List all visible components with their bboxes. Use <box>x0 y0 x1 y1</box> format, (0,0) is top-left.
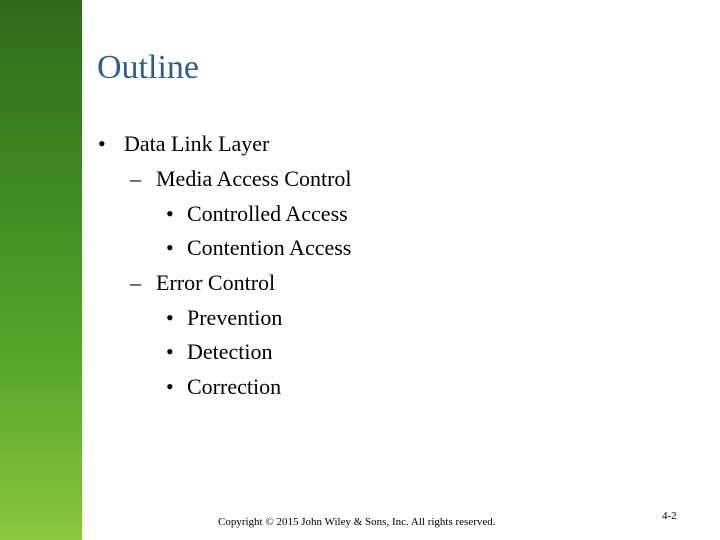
page-number: 4-2 <box>662 510 677 522</box>
outline-item-text: Contention Access <box>187 235 352 260</box>
slide-title: Outline <box>97 49 199 86</box>
dash-marker: – <box>130 166 141 191</box>
copyright-notice: Copyright © 2015 John Wiley & Sons, Inc. All rights reserved. <box>218 516 496 528</box>
outline-item-text: Detection <box>187 339 273 364</box>
dash-marker: – <box>130 270 141 295</box>
bullet-marker: • <box>166 235 174 260</box>
bullet-marker: • <box>166 305 174 330</box>
outline-item-text: Media Access Control <box>156 166 352 191</box>
outline-item-text: Data Link Layer <box>124 131 270 156</box>
outline-item-text: Controlled Access <box>187 201 348 226</box>
outline-item-text: Prevention <box>187 305 283 330</box>
outline-item-text: Error Control <box>156 270 276 295</box>
bullet-marker: • <box>166 374 174 399</box>
green-sidebar-decoration <box>0 0 82 540</box>
outline-item-text: Correction <box>187 374 282 399</box>
bullet-marker: • <box>166 339 174 364</box>
bullet-marker: • <box>166 201 174 226</box>
bullet-marker: • <box>98 131 106 156</box>
